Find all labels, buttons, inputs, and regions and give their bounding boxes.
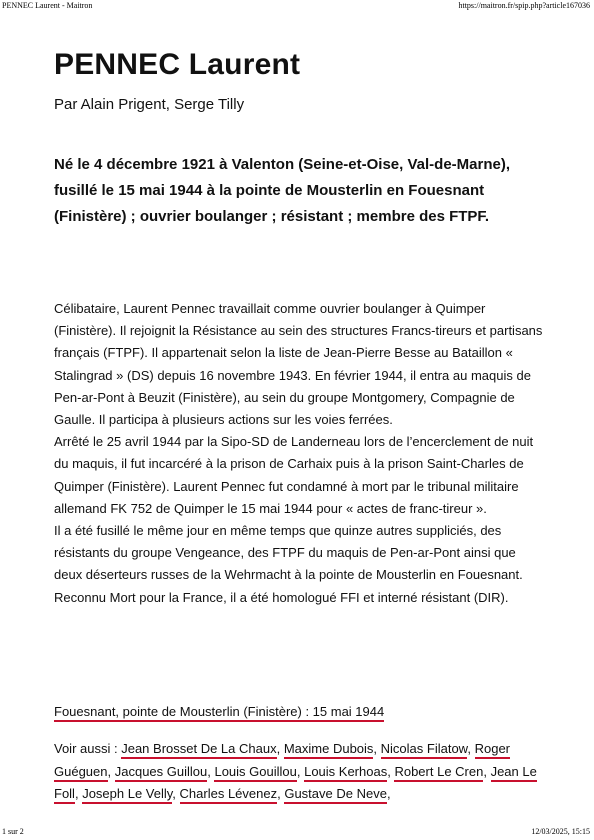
article-body	[54, 298, 546, 609]
body-paragraph: Célibataire, Laurent Pennec travaillait comme ouvrier boulanger à Quimper (Finistère). Il rejoignit la Résistance au sein des structures Francs-tireurs et partisans français (FTPF). Il appartenait selon la liste de Jean-Pierre Besse au Bataillon « Stalingrad » (DS) depuis 16 novembre 1943. En février 1944, il entra au maquis de Pen-ar-Pont à Beuzit (Finistère), au sein du groupe Montgomery, Compagnie de Gaulle. Il participa à plusieurs actions sur les voies ferrées.	[54, 301, 543, 428]
event-link[interactable]: Fouesnant, pointe de Mousterlin (Finistère) : 15 mai 1944	[54, 704, 384, 722]
see-also-link[interactable]: Jean Brosset De La Chaux	[121, 741, 276, 759]
see-also-link[interactable]: Louis Gouillou	[214, 764, 296, 782]
body-paragraph: Il a été fusillé le même jour en même temps que quinze autres suppliciés, des résistants du groupe Vengeance, des FTPF du maquis de Pen-ar-Pont ainsi que deux déserteurs russes de la Wehrmacht à la pointe de Mousterlin en Fouesnant.	[54, 523, 523, 583]
print-footer	[0, 826, 594, 838]
article-byline: Par Alain Prigent, Serge Tilly	[54, 96, 245, 113]
page-title: PENNEC Laurent	[54, 48, 301, 81]
see-also-link[interactable]: Maxime Dubois	[284, 741, 374, 759]
article-summary: Né le 4 décembre 1921 à Valenton (Seine-et-Oise, Val-de-Marne), fusillé le 15 mai 1944 à la pointe de Mousterlin en Fouesnant (Finistère) ; ouvrier boulanger ; résistant ; membre des FTPF.	[54, 156, 511, 225]
see-also-link[interactable]: Gustave De Neve	[284, 786, 387, 804]
print-timestamp: 12/03/2025, 15:15	[531, 827, 590, 836]
see-also-link[interactable]: Charles Lévenez	[180, 786, 278, 804]
print-header-title: PENNEC Laurent - Maitron	[2, 1, 93, 10]
see-also-link[interactable]: Roger Guéguen	[54, 741, 510, 782]
see-also-link[interactable]: Jacques Guillou	[115, 764, 208, 782]
see-also-links: Jean Brosset De La Chaux, Maxime Dubois, Nicolas Filatow, Roger Guéguen, Jacques Guillou, Louis Gouillou, Louis Kerhoas, Robert Le Cren, Jean Le Foll, Joseph Le Velly, Charles Lévenez, Gustave De Neve,	[54, 741, 537, 804]
page-number: 1 sur 2	[2, 827, 24, 836]
see-also-section	[54, 738, 546, 806]
see-also-link[interactable]: Louis Kerhoas	[304, 764, 387, 782]
print-header-url: https://maitron.fr/spip.php?article167036	[458, 1, 590, 10]
see-also-link[interactable]: Robert Le Cren	[394, 764, 483, 782]
body-paragraph: Arrêté le 25 avril 1944 par la Sipo-SD de Landerneau lors de l’encerclement de nuit du maquis, il fut incarcéré à la prison de Carhaix puis à la prison Saint-Charles de Quimper (Finistère). Laurent Pennec fut condamné à mort par le tribunal militaire allemand FK 752 de Quimper le 15 mai 1944 pour « actes de franc-tireur ».	[54, 434, 534, 516]
see-also-link[interactable]: Nicolas Filatow	[381, 741, 468, 759]
body-paragraph: Reconnu Mort pour la France, il a été homologué FFI et interné résistant (DIR).	[54, 589, 509, 605]
see-also-label: Voir aussi :	[54, 741, 118, 756]
see-also-link[interactable]: Joseph Le Velly	[82, 786, 172, 804]
see-also-link[interactable]: Jean Le Foll	[54, 764, 537, 805]
event-section	[54, 701, 544, 723]
print-header	[0, 0, 594, 12]
